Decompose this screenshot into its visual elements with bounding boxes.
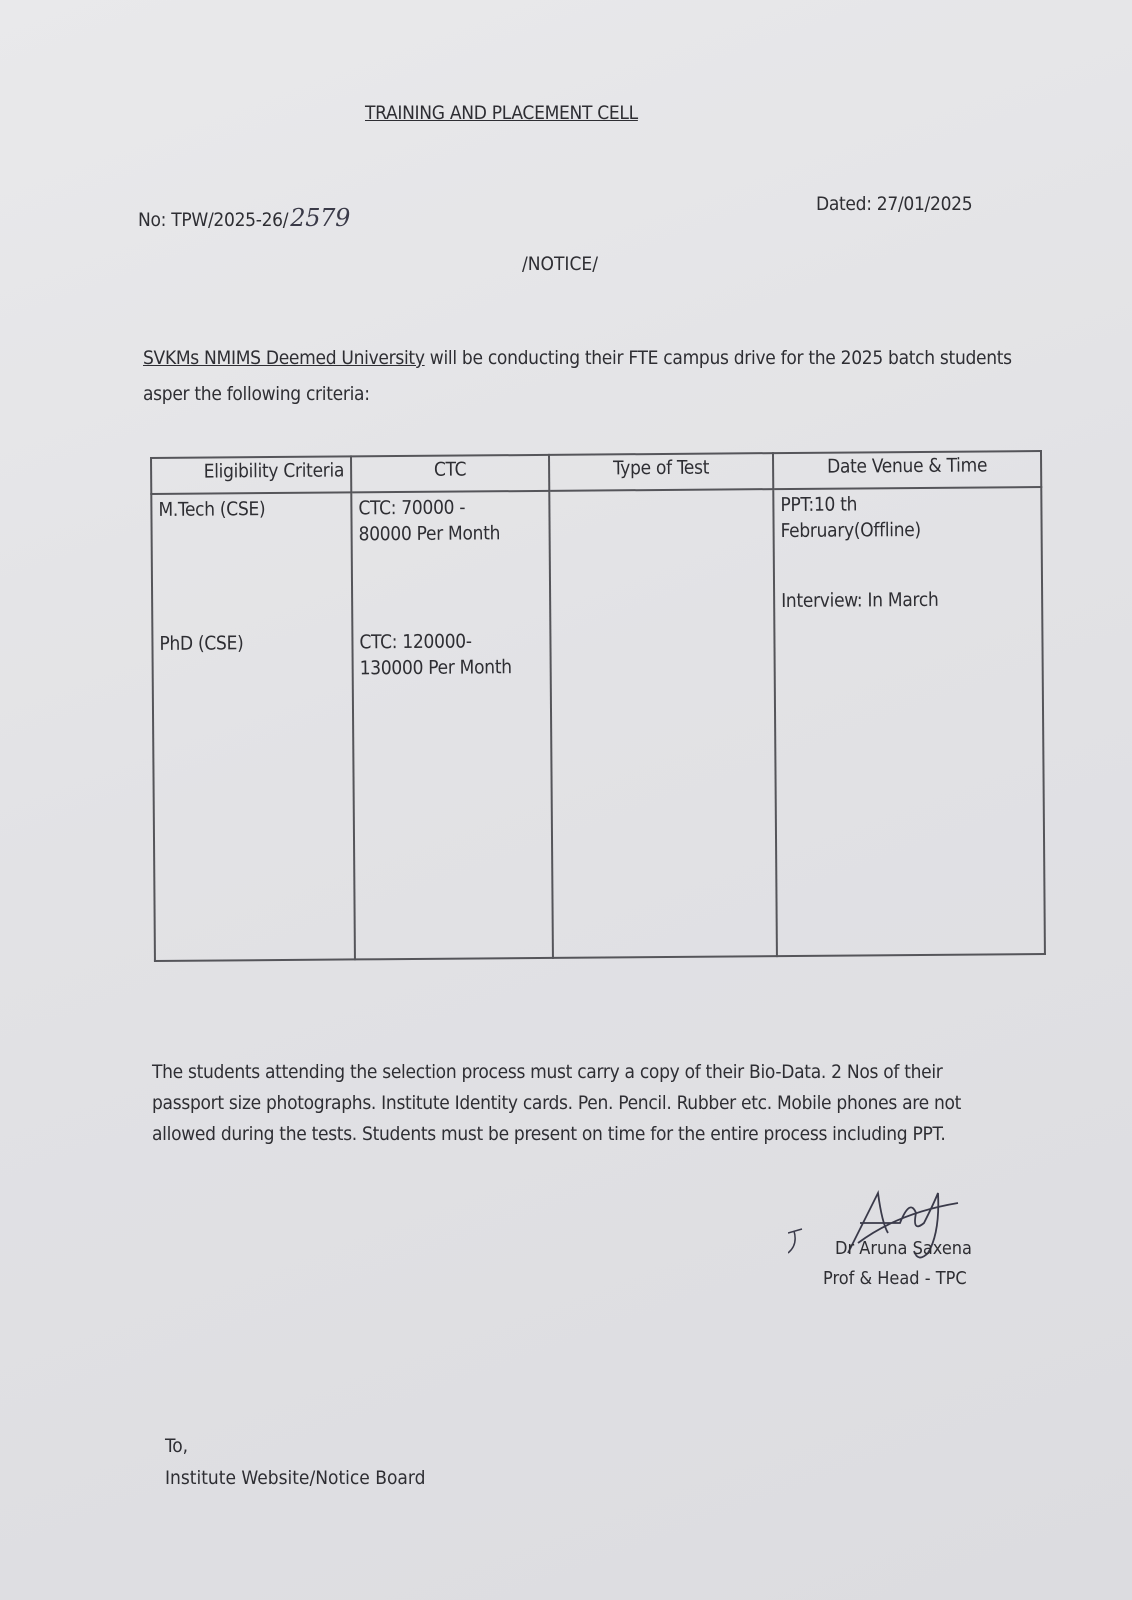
ctc-mtech-line1: CTC: 70000 - [358,496,466,520]
schedule-ppt-line2: February(Offline) [780,518,921,543]
signatory-designation: Prof & Head - TPC [823,1268,967,1289]
schedule-interview: Interview: In March [781,588,939,613]
header-eligibility: Eligibility Criteria [151,456,351,494]
ctc-mtech-line2: 80000 Per Month [358,522,501,546]
signatory-block [823,1234,972,1294]
header-type-of-test: Type of Test [549,453,773,491]
organization-name: SVKMs NMIMS Deemed University [143,347,425,369]
ctc-phd-line1: CTC: 120000- [359,630,472,654]
schedule-ppt-line1: PPT:10 th [780,493,858,517]
criteria-table [150,450,1046,962]
header-date-venue-time: Date Venue & Time [773,451,1041,489]
type-of-test-cell [549,489,777,958]
recipient-line: Institute Website/Notice Board [165,1467,426,1489]
reference-number [138,204,350,232]
document-title: TRAINING AND PLACEMENT CELL [365,102,638,124]
ctc-cell [351,491,553,960]
intro-text: will be conducting their FTE campus drive for the 2025 batch students asper the following criteria: [143,347,1012,405]
eligibility-mtech: M.Tech (CSE) [158,498,266,521]
header-ctc: CTC [351,455,549,493]
table-row [151,487,1045,961]
reference-prefix: No: TPW/2025-26/ [138,209,289,231]
eligibility-cell [151,492,355,961]
recipient-to: To, [165,1435,189,1457]
recipient-block [165,1430,425,1494]
signatory-name: Dr Aruna Saxena [835,1238,972,1259]
intro-paragraph [143,340,1023,412]
instructions-paragraph: The students attending the selection process must carry a copy of their Bio-Data. 2 Nos of their passport size photographs. Institute Identity cards. Pen. Pencil. Rubber etc. Mobile phones are not allowed during the tests. Students must be present on time for the entire process including PPT. [152,1061,962,1145]
eligibility-phd: PhD (CSE) [159,632,244,655]
notice-heading: /NOTICE/ [522,253,598,275]
document-date: Dated: 27/01/2025 [816,193,973,215]
reference-handwritten-number: 2579 [290,204,351,232]
schedule-cell [773,487,1045,956]
ctc-phd-line2: 130000 Per Month [359,656,512,680]
